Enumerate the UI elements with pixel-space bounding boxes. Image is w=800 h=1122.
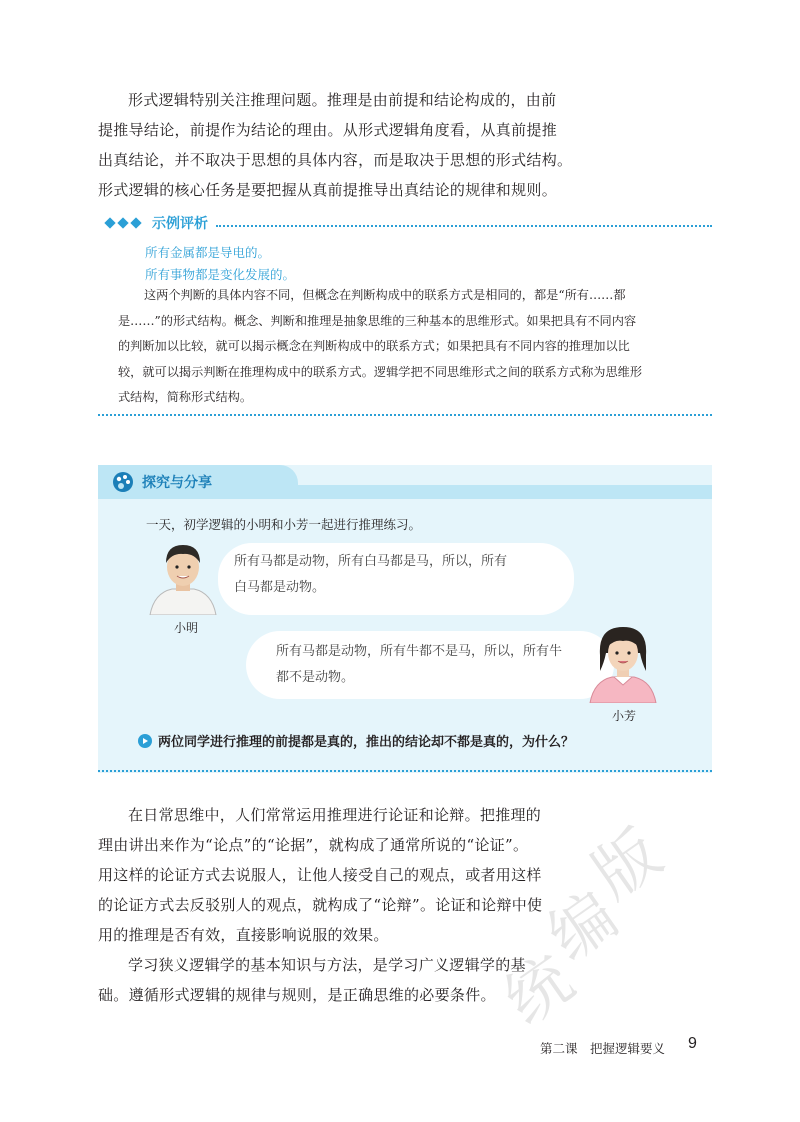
text-line: 形式逻辑特别关注推理问题。推理是由前提和结论构成的，由前 — [128, 91, 557, 109]
watermark-char: 统 — [492, 942, 587, 1040]
speech-line: 都不是动物。 — [276, 670, 355, 685]
xiaoming-speech-bubble — [218, 543, 574, 615]
xiaoming-name: 小明 — [174, 621, 199, 635]
text-line: 的判断加以比较，就可以揭示概念在判断构成中的联系方式；如果把具有不同内容的推理加以比 — [118, 339, 630, 353]
speech-line: 所有马都是动物，所有白马都是马，所以，所有 — [234, 554, 508, 569]
explore-question — [138, 731, 574, 750]
speech-line: 白马都是动物。 — [234, 580, 326, 595]
chapter-footer: 第二课 把握逻辑要义 — [540, 1041, 666, 1056]
text-line: 出真结论，并不取决于思想的具体内容，而是取决于思想的形式结构。 — [98, 151, 573, 169]
intro-paragraph — [98, 85, 618, 205]
text-line: 较，就可以揭示判断在推理构成中的联系方式。逻辑学把不同思维形式之间的联系方式称为思维形 — [118, 364, 643, 379]
explore-share-panel — [98, 465, 712, 773]
text-line: 这两个判断的具体内容不同，但概念在判断构成中的联系方式是相同的，都是“所有……都 — [144, 288, 626, 302]
text-line: 式结构，简称形式结构。 — [118, 390, 253, 404]
speech-line: 所有马都是动物，所有牛都不是马，所以，所有牛 — [276, 644, 563, 659]
text-line: 理由讲出来作为“论点”的“论据”，就构成了通常所说的“论证”。 — [98, 836, 529, 854]
question-text: 两位同学进行推理的前提都是真的，推出的结论却不都是真的，为什么？ — [158, 735, 575, 750]
watermark-char: 编 — [536, 878, 631, 976]
diamond-bullets-icon — [106, 219, 140, 227]
example-statement-2: 所有事物都是变化发展的。 — [145, 267, 296, 282]
text-line: 提推导结论，前提作为结论的理由。从形式逻辑角度看，从真前提推 — [98, 121, 558, 139]
closing-paragraph-1 — [98, 800, 618, 950]
page-number: 9 — [688, 1035, 697, 1052]
explore-intro: 一天，初学逻辑的小明和小芳一起进行推理练习。 — [146, 517, 422, 532]
xiaofang-name: 小芳 — [612, 709, 637, 723]
text-line: 础。遵循形式逻辑的规律与规则，是正确思维的必要条件。 — [98, 986, 496, 1004]
dotted-divider — [98, 770, 712, 772]
text-line: 在日常思维中，人们常常运用推理进行论证和论辩。把推理的 — [128, 806, 542, 824]
explore-share-title: 探究与分享 — [142, 475, 212, 491]
text-line: 的论证方式去反驳别人的观点，就构成了“论辩”。论证和论辩中使 — [98, 896, 543, 914]
dotted-divider — [216, 224, 712, 227]
example-analysis-body — [118, 283, 710, 411]
explore-share-tab — [98, 465, 298, 499]
text-line: 用这样的论证方式去说服人，让他人接受自己的观点，或者用这样 — [98, 866, 542, 884]
text-line: 用的推理是否有效，直接影响说服的效果。 — [98, 926, 389, 944]
text-line: 学习狭义逻辑学的基本知识与方法，是学习广义逻辑学的基 — [128, 956, 526, 974]
text-line: 形式逻辑的核心任务是要把握从真前提推导出真结论的规律和规则。 — [98, 181, 558, 199]
dotted-divider — [98, 414, 712, 416]
example-statement-1: 所有金属都是导电的。 — [145, 245, 271, 260]
play-arrow-icon — [138, 734, 152, 748]
example-analysis-title: 示例评析 — [152, 216, 208, 232]
xiaofang-speech-bubble — [246, 631, 614, 699]
example-analysis-header — [106, 212, 712, 234]
xiaoming-avatar — [146, 537, 220, 615]
watermark-char: 版 — [580, 816, 675, 914]
text-line: 是……”的形式结构。概念、判断和推理是抽象思维的三种基本的思维形式。如果把具有不同内容 — [118, 313, 637, 328]
xiaofang-avatar — [586, 623, 660, 703]
palette-icon — [112, 471, 134, 493]
